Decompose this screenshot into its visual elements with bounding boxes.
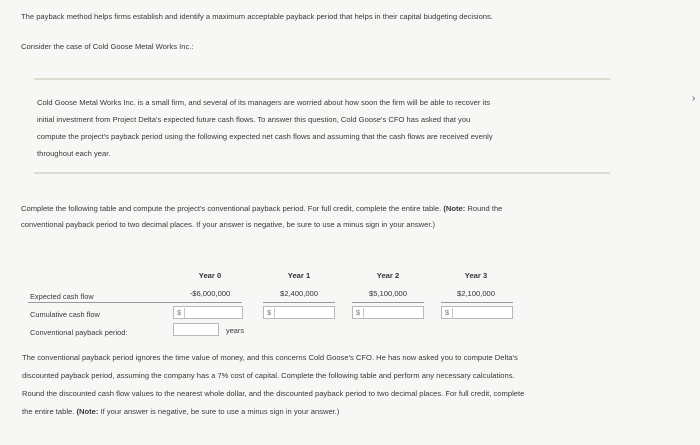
currency-symbol: $ <box>177 308 185 318</box>
discounted-line-4: the entire table. (Note: If your answer is negative, be sure to use a minus sign in your answer.) <box>22 407 340 416</box>
case-intro: Consider the case of Cold Goose Metal Works Inc.: <box>21 42 194 51</box>
divider-bottom <box>34 172 610 174</box>
divider-top <box>34 78 610 80</box>
expected-row-underline <box>28 302 242 303</box>
payback-period-input[interactable] <box>174 324 218 335</box>
expected-cash-flow-year-1: $2,400,000 <box>279 289 318 298</box>
year-3-header: Year 3 <box>464 271 488 280</box>
intro-text: The payback method helps firms establish and identify a maximum acceptable payback period that helps in their capital budgeting decisions. <box>21 12 493 21</box>
payback-period-field[interactable] <box>173 323 219 336</box>
payback-period-label: Conventional payback period: <box>30 328 128 337</box>
expected-cash-flow-year-3: $2,100,000 <box>456 289 495 298</box>
chevron-right-icon: › <box>692 93 696 104</box>
scenario-line-2: initial investment from Project Delta's expected future cash flows. To answer this question, Cold Goose's CFO has asked that you <box>37 115 471 124</box>
cumulative-year-2-field[interactable] <box>352 306 424 319</box>
discounted-line-3: Round the discounted cash flow values to the nearest whole dollar, and the discounted payback period to two decimal places. For full credit, complete <box>22 389 525 398</box>
cumulative-year-1-field[interactable] <box>263 306 335 319</box>
cumulative-year-0-input[interactable] <box>186 307 242 318</box>
discounted-line-2: discounted payback period, assuming the company has a 7% cost of capital. Complete the following table and perform any necessary calculations. <box>22 371 515 380</box>
year-1-header: Year 1 <box>287 271 311 280</box>
expected-cash-flow-label: Expected cash flow <box>30 292 94 301</box>
payback-unit: years <box>226 326 245 335</box>
instructions-line-2: conventional payback period to two decimal places. If your answer is negative, be sure to use a minus sign in your answer.) <box>21 220 436 229</box>
year-1-underline <box>263 302 335 303</box>
cumulative-year-0-field[interactable] <box>173 306 243 319</box>
cumulative-year-3-field[interactable] <box>441 306 513 319</box>
year-0-header: Year 0 <box>198 271 222 280</box>
expected-cash-flow-year-2: $5,100,000 <box>368 289 407 298</box>
cumulative-year-1-input[interactable] <box>276 307 334 318</box>
scenario-line-1: Cold Goose Metal Works Inc. is a small firm, and several of its managers are worried about how soon the firm will be able to recover its <box>37 98 491 107</box>
discounted-line-1: The conventional payback period ignores the time value of money, and this concerns Cold Goose's CFO. He has now asked you to compute Delta's <box>22 353 518 362</box>
expected-cash-flow-year-0: -$6,000,000 <box>189 289 231 298</box>
currency-symbol: $ <box>267 308 275 318</box>
scenario-line-4: throughout each year. <box>37 149 111 158</box>
year-2-underline <box>352 302 424 303</box>
year-3-underline <box>441 302 513 303</box>
cumulative-cash-flow-label: Cumulative cash flow <box>30 310 100 319</box>
instructions-line-1: Complete the following table and compute the project's conventional payback period. For full credit, complete the entire table. (Note: Round the <box>21 204 503 213</box>
currency-symbol: $ <box>445 308 453 318</box>
currency-symbol: $ <box>356 308 364 318</box>
cumulative-year-2-input[interactable] <box>365 307 423 318</box>
year-2-header: Year 2 <box>376 271 400 280</box>
scenario-line-3: compute the project's payback period using the following expected net cash flows and assuming that the cash flows are received evenly <box>37 132 493 141</box>
cumulative-year-3-input[interactable] <box>454 307 512 318</box>
